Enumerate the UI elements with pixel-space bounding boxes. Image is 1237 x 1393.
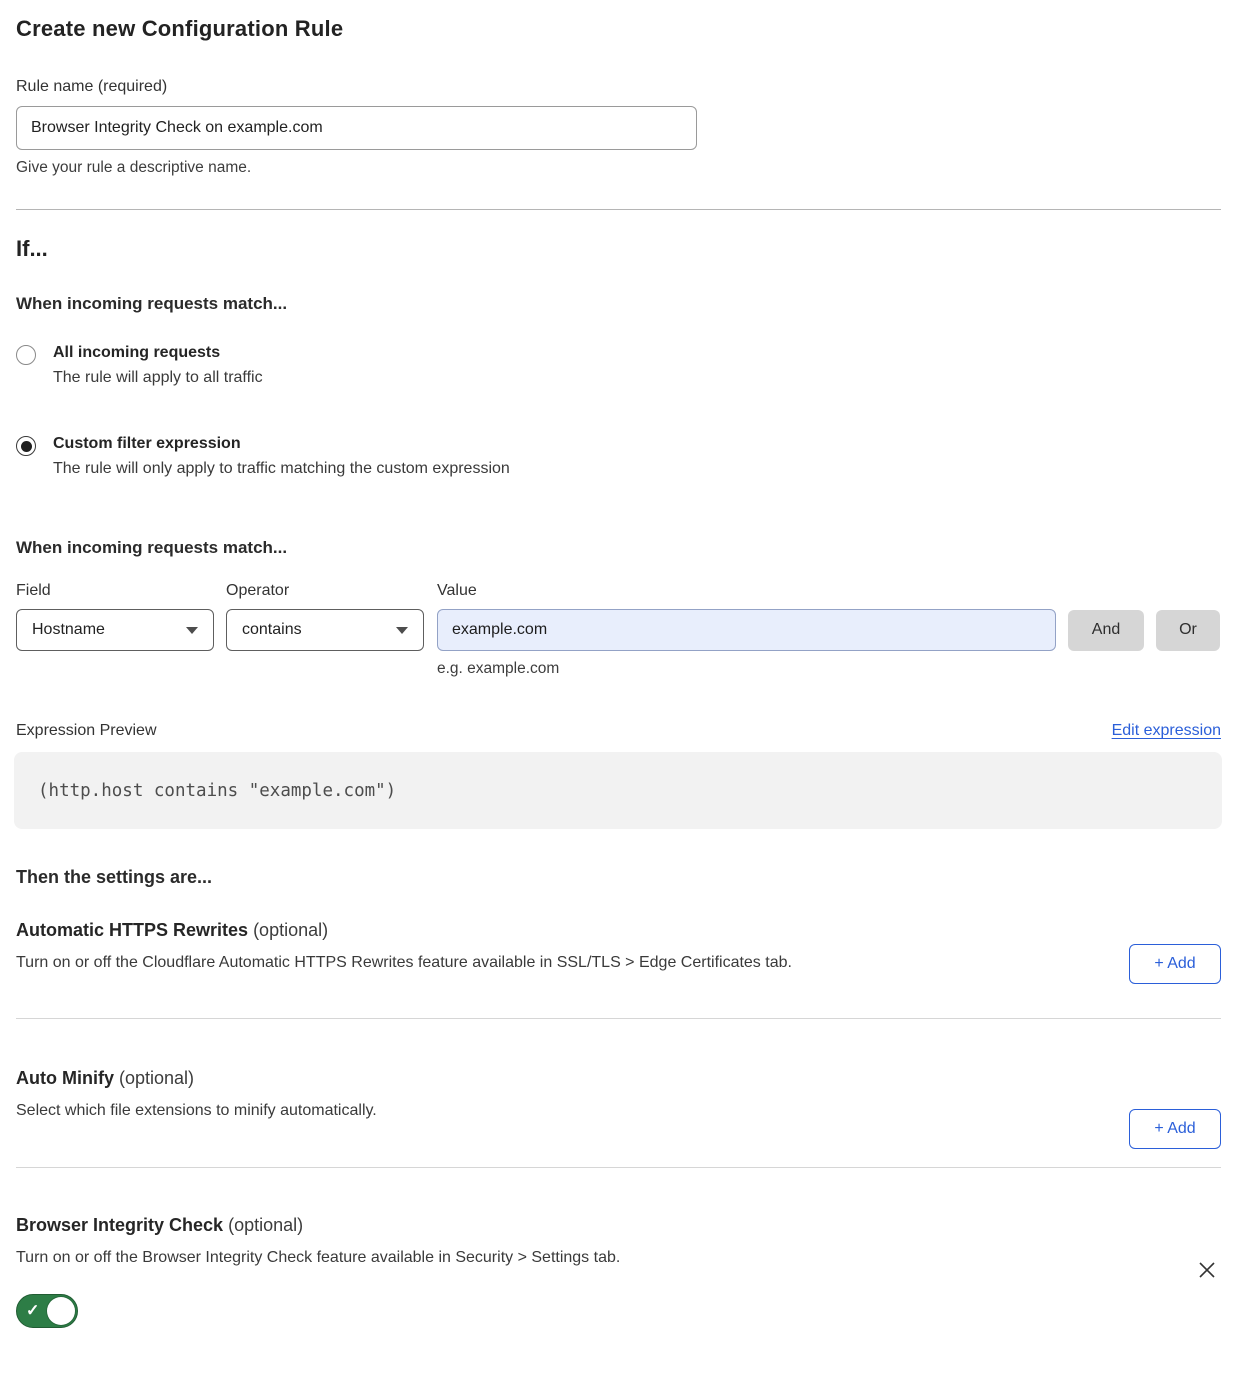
configuration-rule-form [0,16,1237,1333]
setting-automatic-https-rewrites [16,920,1221,972]
radio-option-all-requests[interactable] [16,344,1221,387]
setting-divider [16,1018,1221,1019]
field-select[interactable] [16,609,214,651]
rule-name-help: Give your rule a descriptive name. [16,159,252,176]
section-divider [16,209,1221,210]
field-select-value: Hostname [32,621,105,638]
radio-all-requests-label: All incoming requests [53,344,221,361]
value-label: Value [437,582,477,599]
setting-name: Browser Integrity Check [16,1215,224,1235]
operator-select[interactable] [226,609,424,651]
setting-heading [16,1215,1221,1236]
builder-heading: When incoming requests match... [16,538,288,557]
radio-custom-filter-label: Custom filter expression [53,435,241,452]
operator-label: Operator [226,582,290,599]
expression-text: (http.host contains "example.com") [38,780,397,801]
browser-integrity-check-toggle[interactable] [16,1294,78,1328]
radio-custom-filter-description: The rule will only apply to traffic matching the custom expression [53,460,510,477]
setting-optional-tag: (optional) [253,920,329,940]
add-automatic-https-rewrites-button[interactable]: + Add [1129,944,1221,984]
radio-option-custom-filter[interactable] [16,435,1221,478]
expression-preview-code [14,752,1222,829]
radio-all-requests-description: The rule will apply to all traffic [53,369,263,386]
then-heading: Then the settings are... [16,867,213,887]
setting-description: Select which file extensions to minify automatically. [16,1102,377,1119]
match-heading: When incoming requests match... [16,294,288,313]
value-hint: e.g. example.com [437,660,560,677]
edit-expression-link[interactable]: Edit expression [1111,722,1221,739]
if-heading: If... [16,236,48,261]
setting-auto-minify [16,1068,1221,1137]
chevron-down-icon [186,627,198,634]
toggle-knob [47,1297,75,1325]
setting-name: Auto Minify [16,1068,114,1088]
radio-custom-filter[interactable] [16,436,36,456]
remove-setting-button[interactable] [1195,1258,1219,1282]
setting-description: Turn on or off the Cloudflare Automatic HTTPS Rewrites feature available in SSL/TLS > Edge Certificates tab. [16,954,792,971]
check-icon: ✓ [26,1302,40,1320]
page-title: Create new Configuration Rule [16,16,344,41]
setting-name: Automatic HTTPS Rewrites [16,920,249,940]
setting-description: Turn on or off the Browser Integrity Check feature available in Security > Settings tab. [16,1249,621,1266]
setting-heading [16,1068,1221,1089]
field-label: Field [16,582,51,599]
or-button[interactable]: Or [1156,610,1220,651]
add-auto-minify-button[interactable]: + Add [1129,1109,1221,1149]
setting-divider [16,1167,1221,1168]
rule-name-input[interactable] [16,106,697,150]
and-button[interactable]: And [1068,610,1144,651]
setting-optional-tag: (optional) [119,1068,195,1088]
setting-browser-integrity-check [16,1215,1221,1333]
value-input[interactable] [437,609,1056,651]
radio-all-requests[interactable] [16,345,36,365]
setting-optional-tag: (optional) [228,1215,304,1235]
rule-name-label: Rule name (required) [16,78,168,95]
chevron-down-icon [396,627,408,634]
setting-heading [16,920,1221,941]
operator-select-value: contains [242,621,302,638]
close-icon [1198,1261,1216,1279]
expression-preview-label: Expression Preview [16,722,157,739]
